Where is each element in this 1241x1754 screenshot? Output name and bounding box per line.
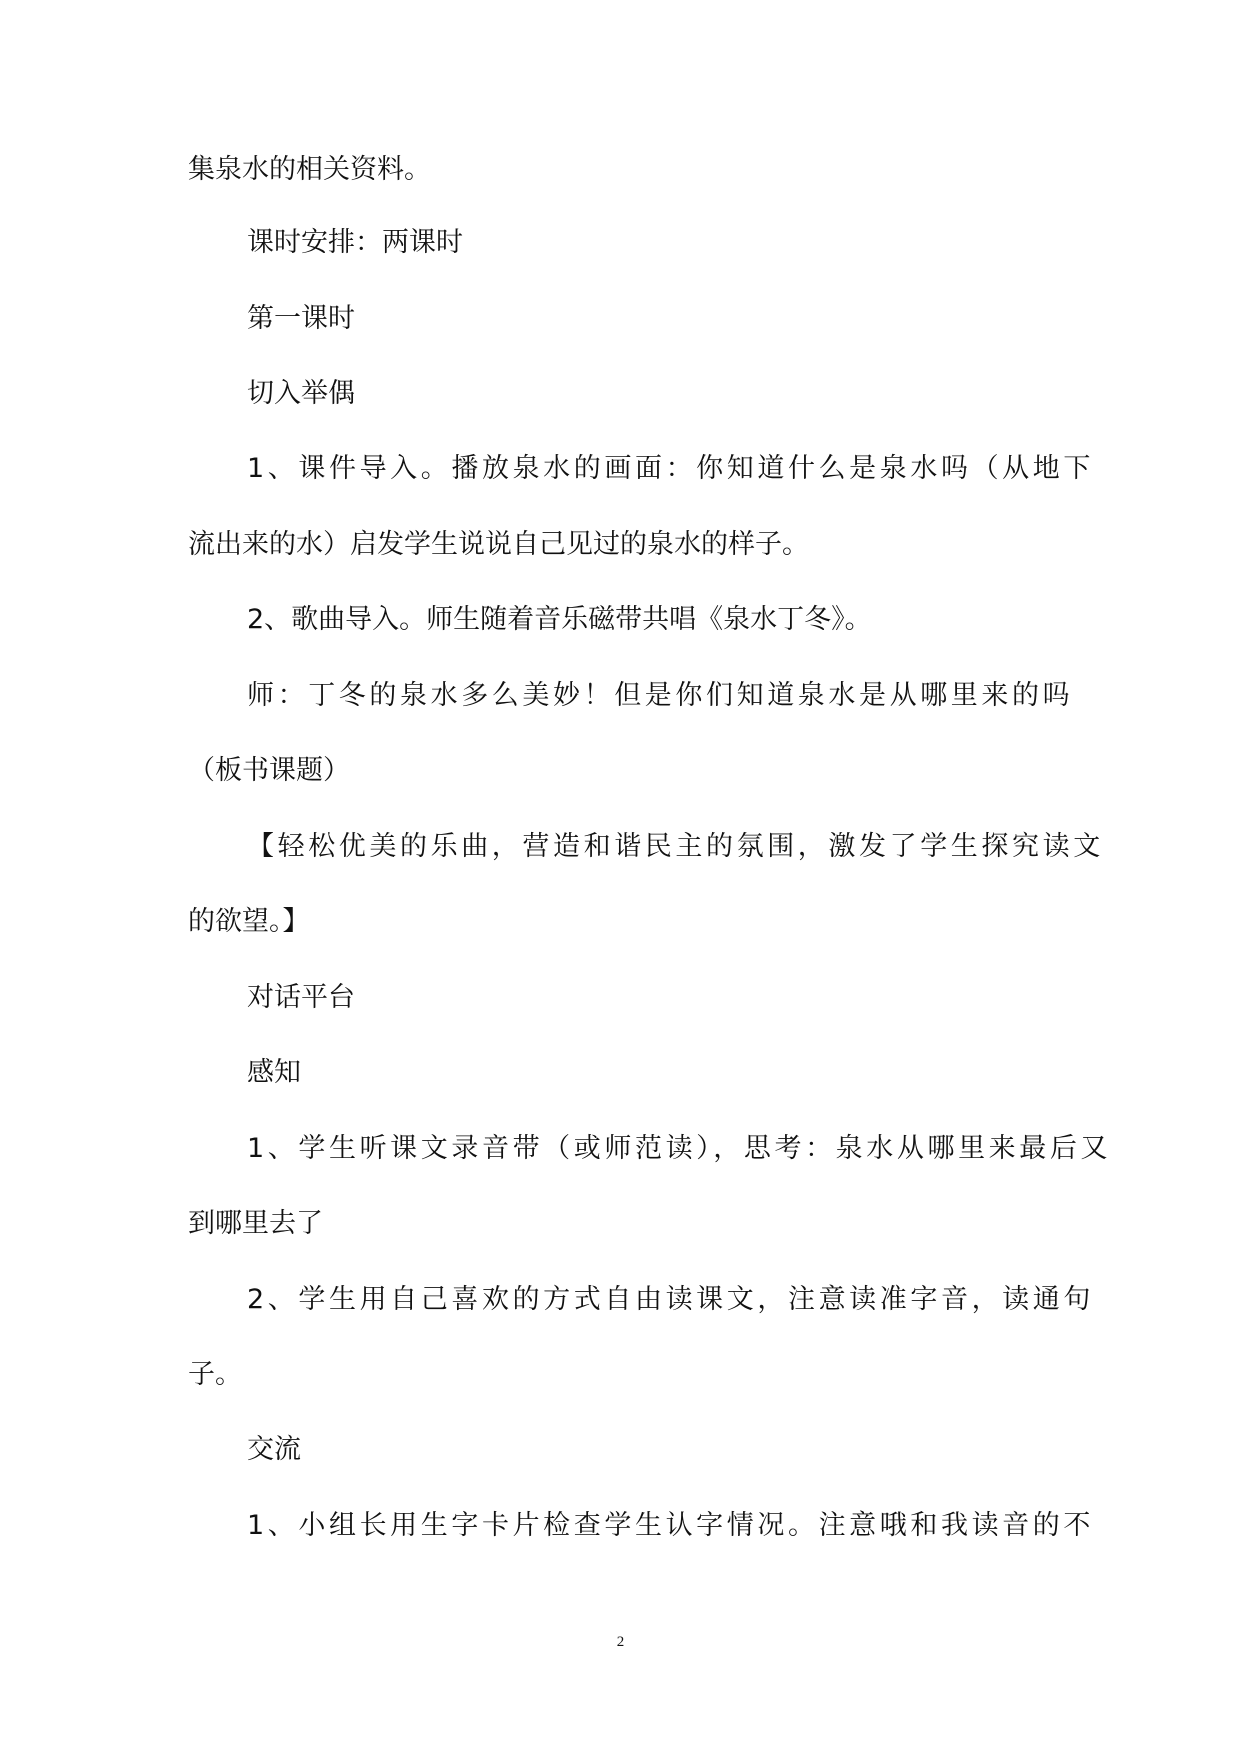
- section-heading: 第一课时: [247, 303, 355, 334]
- text-line: 课时安排：两课时: [247, 227, 463, 258]
- text-line: 2、歌曲导入。师生随着音乐磁带共唱《泉水丁冬》。: [247, 604, 872, 635]
- section-heading: 交流: [247, 1434, 301, 1465]
- section-heading: 切入举偶: [247, 378, 355, 409]
- text-line: 流出来的水）启发学生说说自己见过的泉水的样子。: [188, 529, 809, 560]
- text-line: 集泉水的相关资料。: [188, 154, 431, 185]
- text-line: 1、学生听课文录音带（或师范读），思考：泉水从哪里来最后又: [247, 1133, 1112, 1164]
- page-number: 2: [616, 1634, 625, 1650]
- text-line: 1、小组长用生字卡片检查学生认字情况。注意哦和我读音的不: [247, 1510, 1094, 1541]
- section-heading: 感知: [247, 1057, 301, 1088]
- text-line: 【轻松优美的乐曲，营造和谐民主的氛围，激发了学生探究读文: [247, 831, 1104, 862]
- text-line: 子。: [188, 1359, 242, 1390]
- text-line: 的欲望。】: [188, 906, 310, 937]
- text-line: 1、课件导入。播放泉水的画面：你知道什么是泉水吗（从地下: [247, 453, 1094, 484]
- text-line: 师：丁冬的泉水多么美妙！但是你们知道泉水是从哪里来的吗: [247, 680, 1074, 711]
- text-line: 2、学生用自己喜欢的方式自由读课文，注意读准字音，读通句: [247, 1284, 1094, 1315]
- text-line: 到哪里去了: [188, 1208, 323, 1239]
- section-heading: 对话平台: [247, 982, 355, 1013]
- text-line: （板书课题）: [188, 755, 350, 786]
